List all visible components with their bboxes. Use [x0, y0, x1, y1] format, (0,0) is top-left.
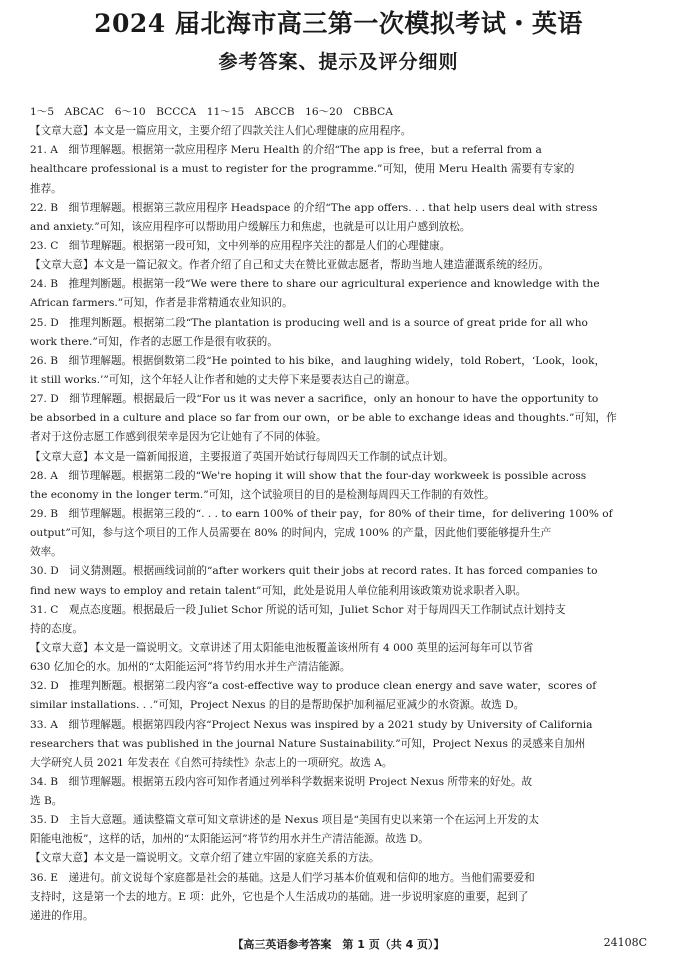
text-line: 33. A 细节理解题。根据第四段内容“Project Nexus was inspired by a 2021 study by University of California [30, 718, 593, 731]
page-subtitle: 参考答案、提示及评分细则 [218, 51, 459, 73]
text-line: 26. B 细节理解题。根据倒数第二段“He pointed to his bike，and laughing widely，told Robert，‘Look，look， [30, 354, 606, 367]
text-line: 递进的作用。 [30, 909, 94, 922]
text-line: the economy in the longer term.”可知，这个试验项目的目的是检测每周四天工作制的有效性。 [30, 488, 495, 501]
text-line: work there.”可知，作者的志愿工作是很有收获的。 [30, 335, 278, 348]
text-line: 持的态度。 [30, 622, 83, 635]
text-line: find new ways to employ and retain talent”可知，此处是说用人单位能利用该政策劝说求职者入职。 [30, 584, 527, 597]
page-title: 2024 届北海市高三第一次模拟考试・英语 [94, 9, 583, 38]
text-line: 21. A 细节理解题。根据第一款应用程序 Meru Health 的介绍“The app is free，but a referral from a [30, 144, 542, 157]
text-line: 推荐。 [30, 182, 62, 195]
text-line: 29. B 细节理解题。根据第三段的“. . . to earn 100% of their pay，for 80% of their time，for delivering 100% of [30, 507, 613, 520]
text-line: it still works.’”可知，这个年轻人让作者和她的丈夫停下来是要表达自己的谢意。 [30, 373, 416, 386]
text-line: researchers that was published in the journal Nature Sustainability.”可知，Project Nexus 的灵感来自加州 [30, 737, 586, 750]
text-line: output”可知，参与这个项目的工作人员需要在 80% 的时间内，完成 100% 的产量，因此他们要能够提升生产 [30, 527, 552, 540]
text-line: 阳能电池板”，这样的话，加州的“太阳能运河”将节约用水并生产清洁能源。故选 D。 [30, 833, 429, 846]
text-line: 28. A 细节理解题。根据第二段的“We're hoping it will show that the four-day workweek is possible across [30, 469, 587, 482]
text-line: 35. D 主旨大意题。通读整篇文章可知文章讲述的是 Nexus 项目是“美国有史以来第一个在运河上开发的太 [30, 814, 539, 827]
text-line: 630 亿加仑的水。加州的“太阳能运河”将节约用水并生产清洁能源。 [30, 661, 351, 674]
text-line: 34. B 细节理解题。根据第五段内容可知作者通过列举科学数据来说明 Project Nexus 所带来的好处。故 [30, 775, 533, 788]
text-line: healthcare professional is a must to register for the programme.”可知，使用 Meru Health 需要有专家的 [30, 163, 575, 176]
text-line: 32. D 推理判断题。根据第二段内容“a cost-effective way to produce clean energy and save water，scores of [30, 680, 597, 693]
page-footer [0, 936, 677, 952]
text-line: 31. C 观点态度题。根据最后一段 Juliet Schor 所说的话可知，Juliet Schor 对于每周四天工作制试点计划持支 [30, 603, 566, 616]
footer-page-info: 【高三英语参考答案 第 1 页（共 4 页）】 [232, 938, 445, 951]
text-line: and anxiety.”可知，该应用程序可以帮助用户缓解压力和焦虑，也就是可以让用户感到放松。 [30, 220, 471, 233]
text-line: 效率。 [30, 546, 62, 559]
text-line: 【文章大意】本文是一篇说明文。文章讲述了用太阳能电池板覆盖该州所有 4 000 英里的运河每年可以节省 [30, 641, 534, 654]
footer-code: 24108C [603, 936, 647, 949]
text-line: be absorbed in a culture and place so far from our own，or be able to exchange ideas and thoughts.”可知，作 [30, 412, 617, 425]
text-line: 22. B 细节理解题。根据第三款应用程序 Headspace 的介绍“The app offers. . . that help users deal with stress [30, 201, 598, 214]
text-line: 选 B。 [30, 795, 63, 808]
text-line: 支持时，这是第一个去的地方。E 项：此外，它也是个人生活成功的基础。进一步说明家庭的重要，起到了 [30, 890, 529, 903]
text-line: 大学研究人员 2021 年发表在《自然可持续性》杂志上的一项研究。故选 A。 [30, 756, 393, 769]
text-line: 24. B 推理判断题。根据第一段“We were there to share our agricultural experience and knowledge with the [30, 278, 600, 291]
answer-content [30, 103, 651, 926]
text-line: 【文章大意】本文是一篇新闻报道，主要报道了英国开始试行每周四天工作制的试点计划。 [30, 450, 454, 463]
text-line: 27. D 细节理解题。根据最后一段“For us it was never a sacrifice，only an honour to have the opportunity to [30, 393, 599, 406]
text-line: similar installations. . .”可知，Project Nexus 的目的是帮助保护加利福尼亚减少的水资源。故选 D。 [30, 699, 525, 712]
text-line: 23. C 细节理解题。根据第一段可知，文中列举的应用程序关注的都是人们的心理健康。 [30, 239, 451, 252]
text-line: 25. D 推理判断题。根据第二段“The plantation is producing well and is a source of great pride for all who [30, 316, 588, 329]
text-line: 1～5 ABCAC 6～10 BCCCA 11～15 ABCCB 16～20 CBBCA [30, 106, 393, 118]
text-line: 【文章大意】本文是一篇说明文。文章介绍了建立牢固的家庭关系的方法。 [30, 852, 380, 865]
text-line: 者对于这份志愿工作感到很荣幸是因为它让她有了不同的体验。 [30, 431, 327, 444]
text-line: 【文章大意】本文是一篇应用文，主要介绍了四款关注人们心理健康的应用程序。 [30, 125, 412, 138]
text-line: 36. E 递进句。前文说每个家庭都是社会的基础。这是人们学习基本价值观和信仰的地方。当他们需要爱和 [30, 871, 535, 884]
text-line: 30. D 词义猜测题。根据画线词前的“after workers quit their jobs at record rates. It has forced companies to [30, 565, 598, 578]
text-line: 【文章大意】本文是一篇记叙文。作者介绍了自己和丈夫在赞比亚做志愿者，帮助当地人建造灌溉系统的经历。 [30, 259, 550, 272]
text-line: African farmers.”可知，作者是非常精通农业知识的。 [30, 297, 293, 310]
